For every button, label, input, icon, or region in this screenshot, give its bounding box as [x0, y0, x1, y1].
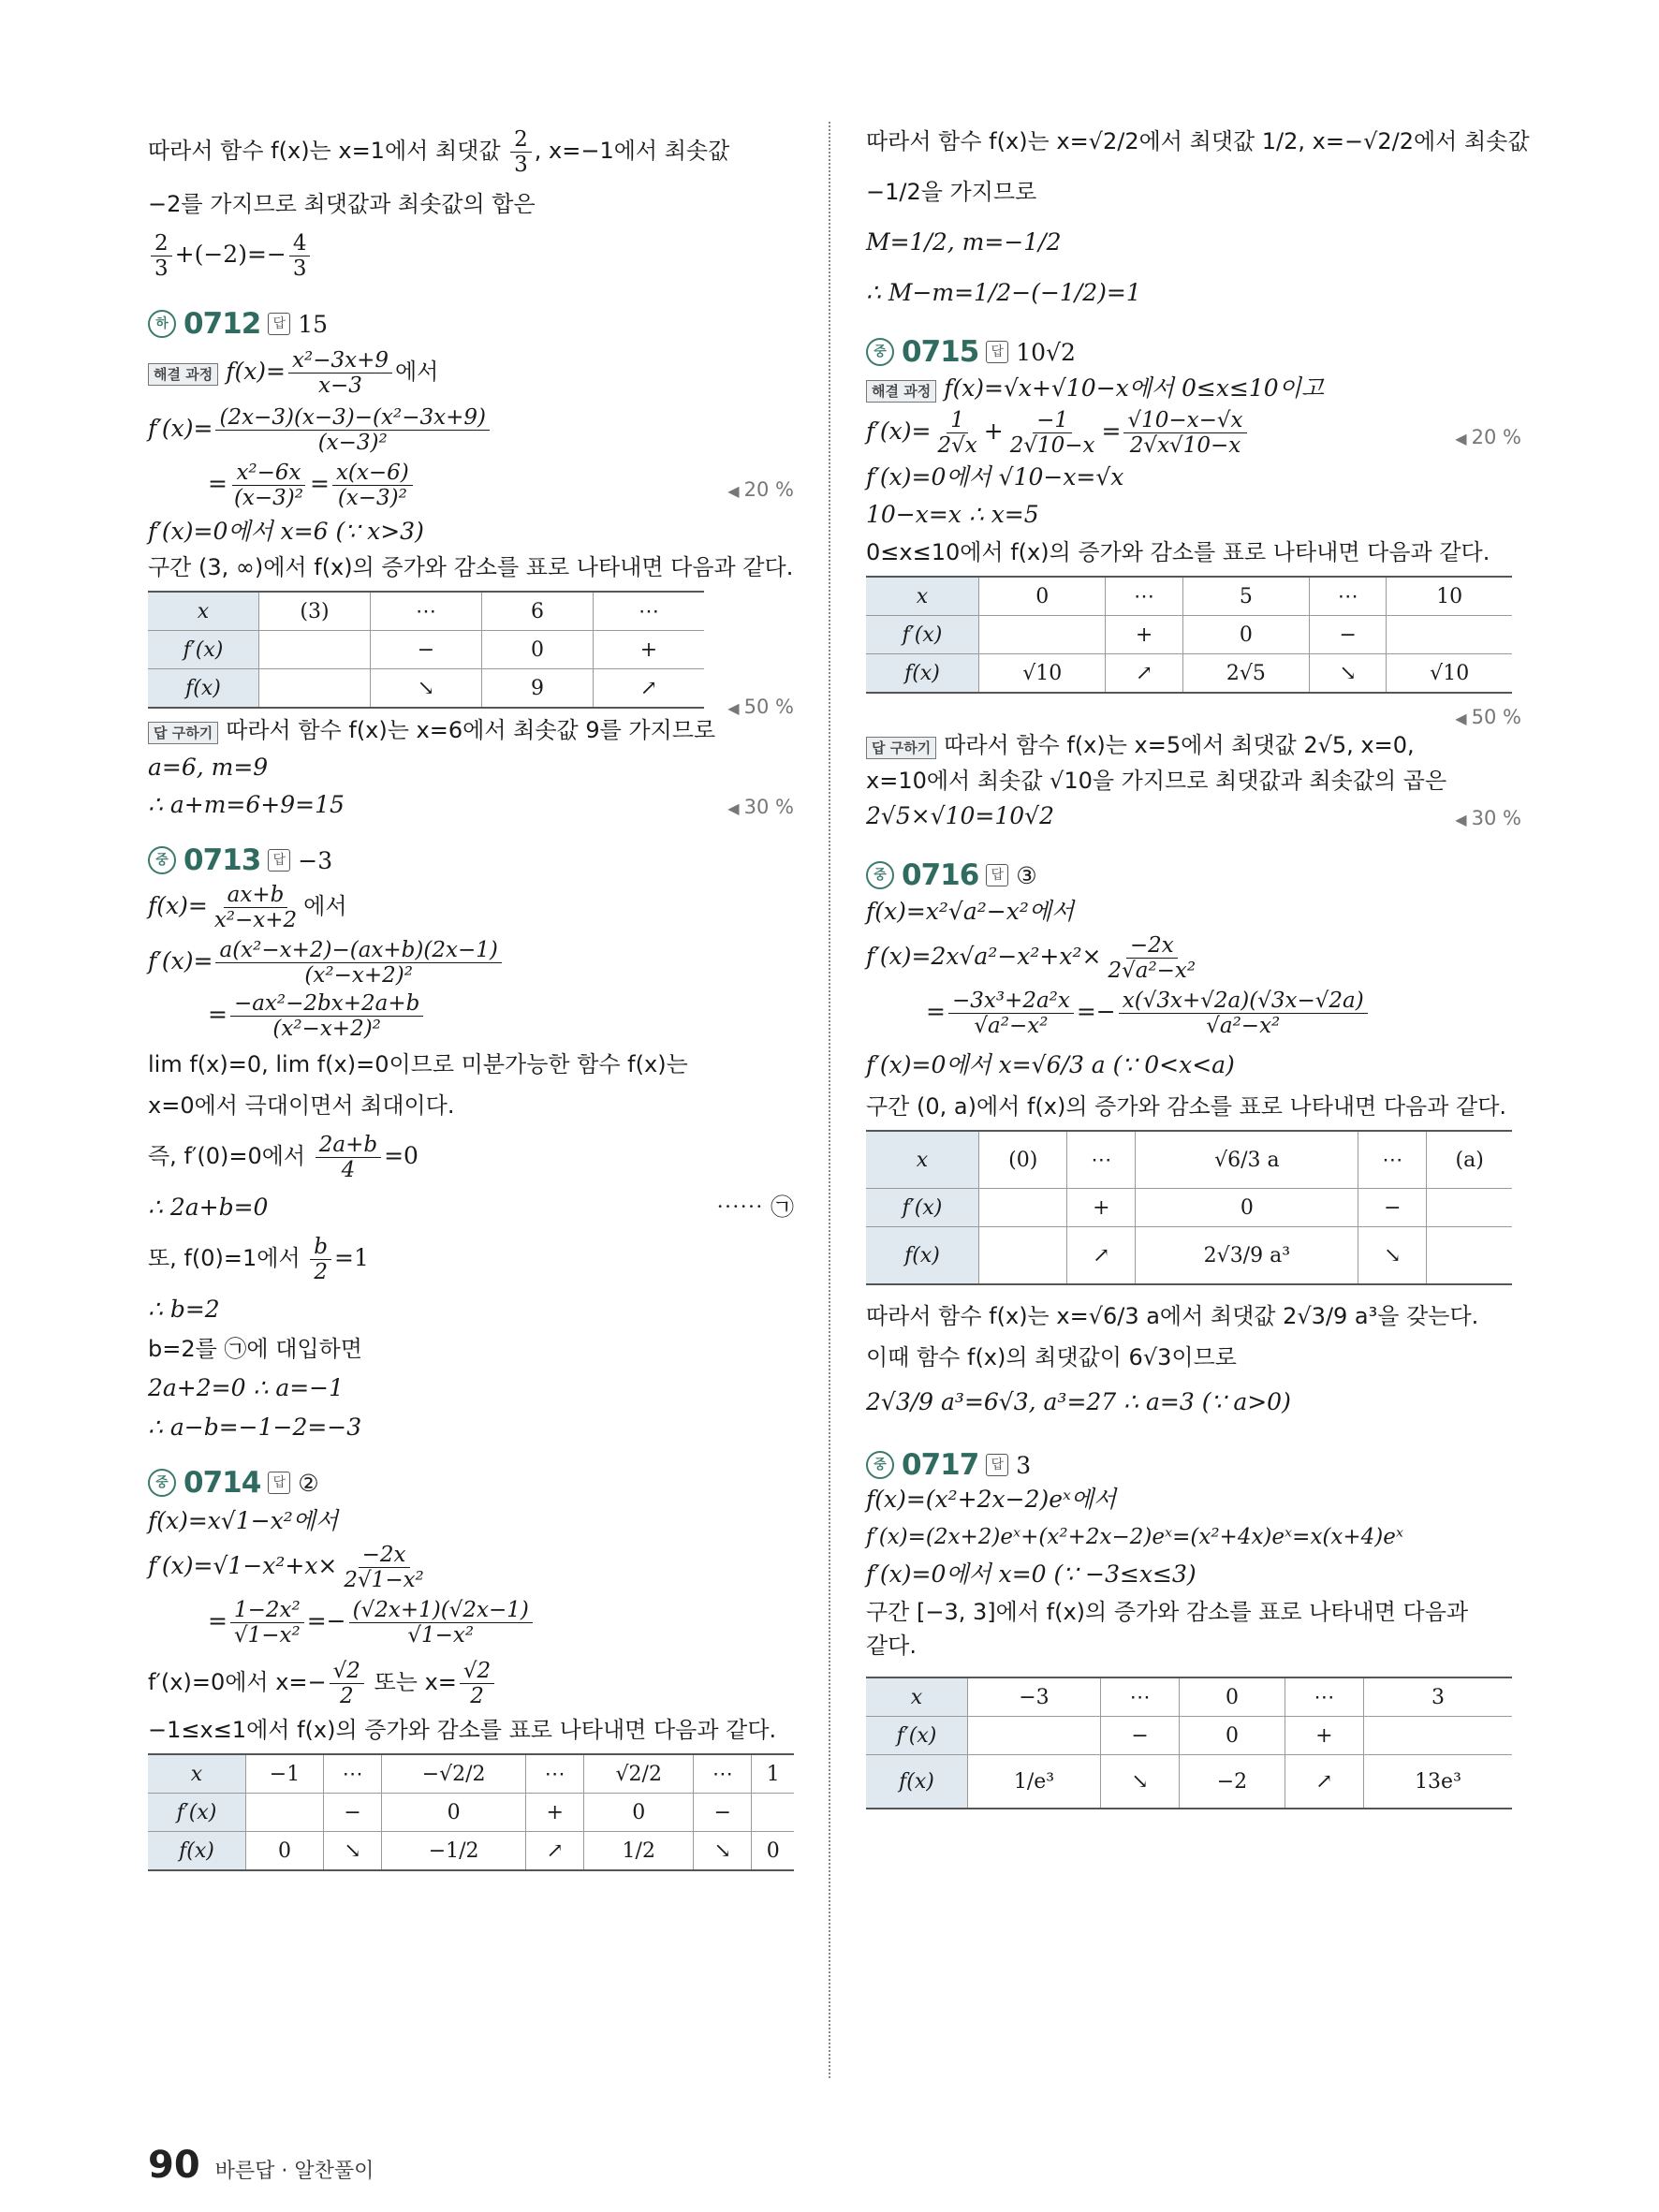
p0713-line-5: x=0에서 극대이면서 최대이다.: [148, 1092, 455, 1119]
p0713-line-4: lim f(x)=0, lim f(x)=0이므로 미분가능한 함수 f(x)는: [148, 1051, 688, 1077]
p0712-line-1: 해결 과정 f(x)= $\frac{\text{x²−3x+9}}{x-3}$ 에서: [148, 348, 794, 398]
answer-value: 3: [1016, 1451, 1032, 1479]
p0717-line-3: f′(x)=0에서 x=0 (∵ −3≤x≤3): [866, 1560, 1197, 1588]
problem-0714-header: [148, 1466, 794, 1500]
problem-0716-header: [866, 858, 1521, 892]
p0712-line-5: 구간 (3, ∞)에서 f(x)의 증가와 감소를 표로 나타내면 다음과 같다.: [148, 554, 794, 580]
get-answer-tag: 답 구하기: [866, 737, 936, 759]
difficulty-badge: 중: [148, 1469, 176, 1497]
answer-value: ③: [1016, 861, 1037, 889]
answer-icon: 답: [268, 849, 290, 872]
score-percent: ◀ 20 %: [1455, 423, 1521, 453]
p0717-line-1: f(x)=(x²+2x−2)eˣ에서: [866, 1486, 1117, 1513]
intro-line-3: $\frac{2}{3}$ +(−2)=− $\frac{4}{3}$: [148, 231, 794, 281]
answer-icon: 답: [268, 1472, 290, 1494]
r-intro-line-2: −1/2을 가지므로: [866, 179, 1037, 205]
score-percent: ◀ 30 %: [727, 793, 794, 823]
p0717-line-5: 같다.: [866, 1633, 917, 1659]
p0715-line-8: 2√5×√10=10√2 ◀ 30 %: [866, 802, 1521, 830]
get-answer-tag: 답 구하기: [148, 722, 218, 744]
r-intro-line-1: 따라서 함수 f(x)는 x=√2/2에서 최댓값 1/2, x=−√2/2에서 최솟값: [866, 128, 1530, 154]
p0713-line-12: ∴ a−b=−1−2=−3: [148, 1414, 362, 1441]
p0715-line-2: f′(x)= $\frac{1}{2√x}$ + $\frac{-1}{2√10-x}$ = $\frac{√10-x-√x}{2√x√10-x}$ ◀ 20 %: [866, 408, 1521, 458]
p0713-line-7: ∴ 2a+b=0 ⋯⋯ ㉠: [148, 1194, 794, 1221]
answer-icon: 답: [268, 313, 290, 335]
table-0717: x −3 ⋯ 0 ⋯ 3 f′(x) − 0 + f(x) 1/e³ ↘ −2 ↗ 13e³: [866, 1677, 1512, 1809]
solve-process-tag: 해결 과정: [148, 363, 218, 386]
problem-0715-header: [866, 335, 1521, 369]
p0715-line-6: 답 구하기 따라서 함수 f(x)는 x=5에서 최댓값 2√5, x=0,: [866, 731, 1521, 759]
answer-value: ②: [298, 1469, 319, 1497]
difficulty-badge: 중: [148, 846, 176, 874]
p0713-line-8: 또, f(0)=1에서 $\frac{b}{2}$ =1: [148, 1235, 369, 1284]
p0715-line-4: 10−x=x ∴ x=5: [866, 501, 1039, 528]
p0717-line-4: 구간 [−3, 3]에서 f(x)의 증가와 감소를 표로 나타내면 다음과: [866, 1599, 1469, 1625]
p0716-line-2: f′(x)=2x√a²−x²+x²× $\frac{-2x}{\text{2√a²−x²}}$: [866, 933, 1197, 983]
p0712-line-6: 답 구하기 따라서 함수 f(x)는 x=6에서 최솟값 9를 가지므로: [148, 716, 794, 744]
p0716-line-5: 구간 (0, a)에서 f(x)의 증가와 감소를 표로 나타내면 다음과 같다.: [866, 1093, 1507, 1120]
p0713-line-9: ∴ b=2: [148, 1296, 220, 1323]
p0715-line-7: x=10에서 최솟값 √10을 가지므로 최댓값과 최솟값의 곱은: [866, 768, 1447, 794]
p0715-line-3: f′(x)=0에서 √10−x=√x: [866, 463, 1124, 491]
score-percent: ◀ 20 %: [727, 476, 794, 505]
p0713-line-10: b=2를 ㉠에 대입하면: [148, 1336, 362, 1362]
difficulty-badge: 중: [866, 338, 894, 366]
p0716-line-3: = $\frac{\text{−3x³+2a²x}}{\text{√a²−x²}}$ =− $\frac{x(√3x+√2a)(√3x-√2a)}{\text{√a²−x²}}$: [866, 989, 1521, 1038]
answer-value: 15: [298, 310, 329, 338]
right-column: [866, 122, 1530, 1815]
p0712-line-4: f′(x)=0에서 x=6 (∵ x>3): [148, 518, 424, 545]
p0716-line-6: 따라서 함수 f(x)는 x=√6/3 a에서 최댓값 2√3/9 a³을 갖는다.: [866, 1303, 1479, 1329]
difficulty-badge: 중: [866, 861, 894, 889]
problem-0717-header: [866, 1448, 1521, 1482]
p0712-line-7: a=6, m=9: [148, 754, 269, 781]
p0716-line-4: f′(x)=0에서 x=√6/3 a (∵ 0<x<a): [866, 1051, 1235, 1078]
solve-process-tag: 해결 과정: [866, 380, 936, 403]
p0714-line-3: = $\frac{\text{1−2x²}}{\text{√1−x²}}$ =− $\frac{(√2x+1)(√2x-1)}{\text{√1−x²}}$: [148, 1598, 794, 1648]
p0715-line-5: 0≤x≤10에서 f(x)의 증가와 감소를 표로 나타내면 다음과 같다.: [866, 539, 1490, 565]
p0715-line-1: 해결 과정 f(x)=√x+√10−x에서 0≤x≤10이고: [866, 374, 1521, 403]
table-0712: x (3) ⋯ 6 ⋯ f′(x) − 0 + f(x) ↘ 9 ↗: [148, 591, 704, 709]
p0716-line-8: 2√3/9 a³=6√3, a³=27 ∴ a=3 (∵ a>0): [866, 1388, 1291, 1415]
problem-number: 0714: [184, 1466, 261, 1500]
problem-0713-header: [148, 843, 794, 877]
problem-number: 0716: [902, 858, 979, 892]
problem-number: 0712: [184, 307, 261, 341]
difficulty-badge: 하: [148, 310, 176, 338]
p0716-line-7: 이때 함수 f(x)의 최댓값이 6√3이므로: [866, 1344, 1237, 1370]
score-percent: ◀ 50 %: [1455, 703, 1521, 733]
score-percent: ◀ 30 %: [1455, 804, 1521, 834]
p0713-line-6: 즉, f′(0)=0에서 $\frac{2a+b}{4}$ =0: [148, 1133, 418, 1182]
intro-line-2: −2를 가지므로 최댓값과 최솟값의 합은: [148, 191, 536, 217]
p0716-line-1: f(x)=x²√a²−x²에서: [866, 898, 1075, 925]
footer-title: 바른답 · 알찬풀이: [214, 2160, 374, 2183]
column-divider: [829, 122, 830, 2078]
p0712-line-2: f′(x)= $\frac{\text{(2x−3)(x−3)−(x²−3x+9)}}{\text{(x−3)²}}$: [148, 405, 794, 455]
r-intro-line-4: ∴ M−m=1/2−(−1/2)=1: [866, 279, 1141, 306]
table-0714: x −1 ⋯ −√2/2 ⋯ √2/2 ⋯ 1 f′(x) − 0 + 0 − f(x) 0 ↘ −1/2 ↗ 1/2 ↘ 0: [148, 1753, 794, 1871]
p0713-line-3: = $\frac{\text{−ax²−2bx+2a+b}}{\text{(x²−x+2)²}}$: [148, 991, 794, 1041]
problem-0712-header: [148, 307, 794, 341]
problem-number: 0717: [902, 1448, 979, 1482]
table-0715: x 0 ⋯ 5 ⋯ 10 f′(x) + 0 − f(x) √10 ↗ 2√5 ↘ √10: [866, 576, 1512, 694]
answer-icon: 답: [986, 864, 1008, 886]
p0714-line-2: f′(x)=√1−x²+x× $\frac{-2x}{\text{2√1−x²}}$: [148, 1543, 424, 1592]
page-footer: [148, 2144, 374, 2187]
p0712-line-3: = $\frac{\text{x²−6x}}{\text{(x−3)²}}$ = $\frac{x(x-6)}{\text{(x−3)²}}$ ◀ 20 %: [148, 461, 794, 510]
problem-number: 0715: [902, 335, 979, 369]
r-intro-line-3: M=1/2, m=−1/2: [866, 228, 1062, 256]
score-percent: ◀ 50 %: [727, 696, 794, 718]
p0714-line-5: −1≤x≤1에서 f(x)의 증가와 감소를 표로 나타내면 다음과 같다.: [148, 1717, 777, 1743]
p0714-line-1: f(x)=x√1−x²에서: [148, 1507, 339, 1534]
marker-label: ⋯⋯ ㉠: [716, 1194, 794, 1221]
p0714-line-4: f′(x)=0에서 x=− $\frac{√2}{2}$ 또는 x= $\frac{√2}{2}$: [148, 1659, 794, 1708]
left-column: [148, 122, 794, 1877]
answer-value: −3: [298, 846, 333, 874]
difficulty-badge: 중: [866, 1451, 894, 1479]
p0713-line-11: 2a+2=0 ∴ a=−1: [148, 1374, 345, 1401]
answer-icon: 답: [986, 1454, 1008, 1476]
intro-line-1: 따라서 함수 f(x)는 x=1에서 최댓값 $\frac{2}{3}$ , x=−1에서 최솟값: [148, 127, 730, 177]
problem-number: 0713: [184, 843, 261, 877]
p0717-line-2: f′(x)=(2x+2)eˣ+(x²+2x−2)eˣ=(x²+4x)eˣ=x(x+4)eˣ: [866, 1525, 1404, 1549]
answer-value: 10√2: [1016, 338, 1076, 366]
p0713-line-2: f′(x)= $\frac{\text{a(x²−x+2)−(ax+b)(2x−1)}}{\text{(x²−x+2)²}}$: [148, 938, 794, 988]
answer-icon: 답: [986, 341, 1008, 363]
p0715-pct50-row: [866, 699, 1521, 727]
table-0716: x (0) ⋯ √6/3 a ⋯ (a) f′(x) + 0 − f(x) ↗ 2√3/9 a³ ↘: [866, 1130, 1512, 1285]
p0712-line-8: ∴ a+m=6+9=15 ◀ 30 %: [148, 791, 794, 819]
page-number: 90: [148, 2144, 200, 2187]
p0713-line-1: f(x)= $\frac{ax+b}{\text{x²−x+2}}$ 에서: [148, 883, 347, 932]
